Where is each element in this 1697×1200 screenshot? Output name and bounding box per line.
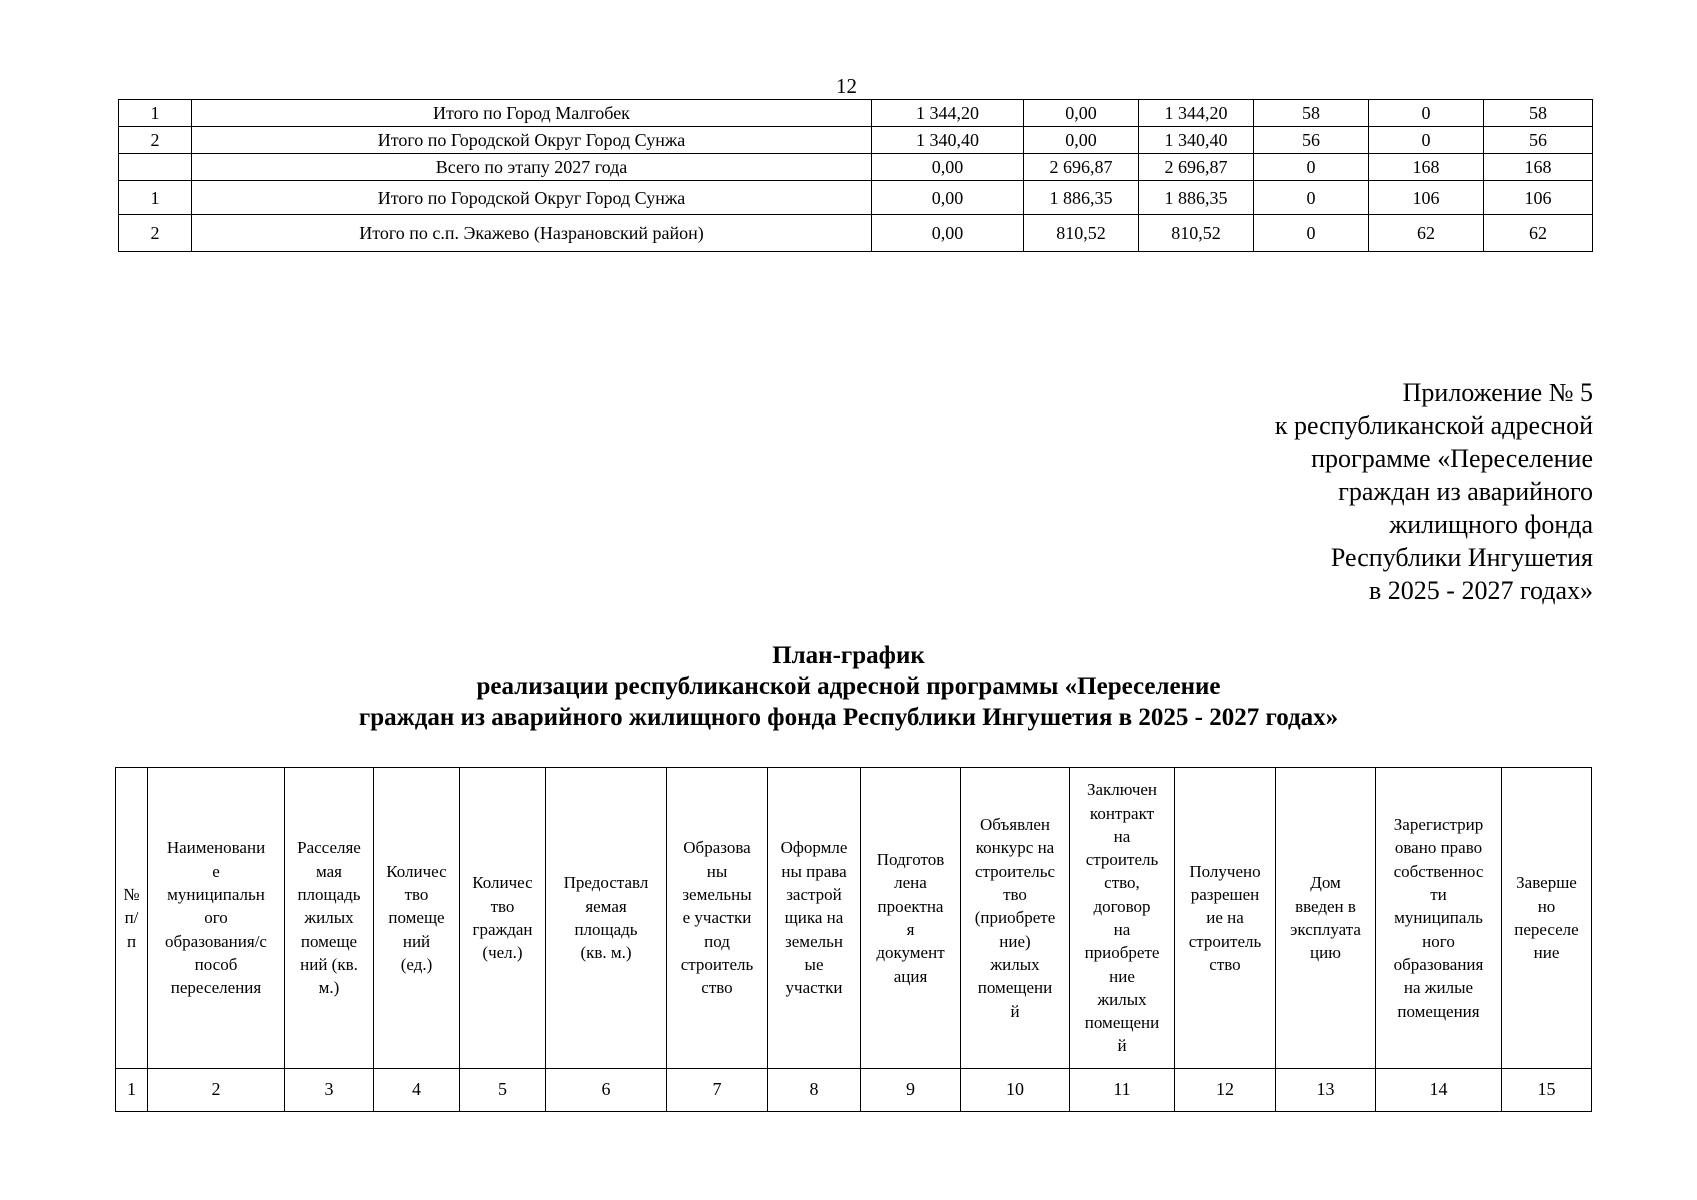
table-cell: 810,52 — [1139, 215, 1254, 252]
table-row — [119, 154, 1593, 181]
table-cell: 2 — [119, 127, 192, 154]
column-header: Предоставл яемая площадь (кв. м.) — [546, 768, 667, 1069]
column-number: 7 — [667, 1069, 768, 1112]
column-number: 9 — [861, 1069, 961, 1112]
column-header: Оформле ны права застрой щика на земельн ые участки — [768, 768, 861, 1069]
row-name-cell: Итого по Городской Округ Город Сунжа — [192, 127, 872, 154]
column-header: Количес тво помеще ний (ед.) — [374, 768, 460, 1069]
table-cell — [119, 154, 192, 181]
appendix-line: Приложение № 5 — [1402, 378, 1593, 407]
table-row — [119, 127, 1593, 154]
table-cell: 0 — [1254, 181, 1369, 215]
column-number: 3 — [285, 1069, 374, 1112]
appendix-line: программе «Переселение — [1311, 444, 1593, 473]
appendix-line: граждан из аварийного — [1338, 477, 1593, 506]
column-header: Получено разрешен ие на строитель ство — [1175, 768, 1276, 1069]
row-name-cell: Итого по с.п. Экажево (Назрановский район) — [192, 215, 872, 252]
column-number: 14 — [1376, 1069, 1502, 1112]
table-cell: 58 — [1254, 100, 1369, 127]
table-cell: 1 340,40 — [1139, 127, 1254, 154]
table-cell: 0 — [1254, 215, 1369, 252]
appendix-line: Республики Ингушетия — [1330, 543, 1593, 572]
table-cell: 0,00 — [872, 215, 1024, 252]
table-cell: 106 — [1484, 181, 1593, 215]
summary-table — [118, 99, 1593, 252]
table-cell: 1 886,35 — [1024, 181, 1139, 215]
row-name-cell: Итого по Городской Округ Город Сунжа — [192, 181, 872, 215]
column-number: 1 — [116, 1069, 148, 1112]
table-cell: 810,52 — [1024, 215, 1139, 252]
row-name-cell: Всего по этапу 2027 года — [192, 154, 872, 181]
column-header: Количес тво граждан (чел.) — [460, 768, 546, 1069]
table-cell: 0 — [1369, 100, 1484, 127]
page-number: 12 — [836, 74, 857, 98]
table-row — [119, 100, 1593, 127]
column-header: Образова ны земельны е участки под строитель ство — [667, 768, 768, 1069]
column-header: Зарегистрир овано право собственнос ти муниципаль ного образования на жилые помещения — [1376, 768, 1502, 1069]
table-header-row — [116, 768, 1592, 1069]
column-number: 4 — [374, 1069, 460, 1112]
appendix-line: в 2025 - 2027 годах» — [1369, 576, 1593, 605]
appendix-line: жилищного фонда — [1389, 510, 1593, 539]
table-cell: 168 — [1369, 154, 1484, 181]
table-cell: 56 — [1254, 127, 1369, 154]
appendix-line: к республиканской адресной — [1274, 411, 1593, 440]
table-row — [119, 215, 1593, 252]
column-header: № п/ п — [116, 768, 148, 1069]
plan-schedule-table — [115, 767, 1592, 1112]
table-cell: 1 344,20 — [872, 100, 1024, 127]
title-line: граждан из аварийного жилищного фонда Республики Ингушетия в 2025 - 2027 годах» — [358, 704, 1339, 731]
column-number: 5 — [460, 1069, 546, 1112]
column-number: 10 — [961, 1069, 1070, 1112]
title-line: реализации республиканской адресной программы «Переселение — [476, 673, 1221, 700]
column-number: 12 — [1175, 1069, 1276, 1112]
column-header: Заверше но переселе ние — [1502, 768, 1592, 1069]
table-cell: 0,00 — [1024, 127, 1139, 154]
table-cell: 1 344,20 — [1139, 100, 1254, 127]
table-cell: 0,00 — [1024, 100, 1139, 127]
table-cell: 1 886,35 — [1139, 181, 1254, 215]
column-header: Объявлен конкурс на строительс тво (приобрете ние) жилых помещени й — [961, 768, 1070, 1069]
appendix-note — [1275, 376, 1593, 607]
column-number: 6 — [546, 1069, 667, 1112]
table-row — [119, 181, 1593, 215]
column-header: Дом введен в эксплуата цию — [1276, 768, 1376, 1069]
table-cell: 168 — [1484, 154, 1593, 181]
table-cell: 0,00 — [872, 154, 1024, 181]
column-number: 11 — [1070, 1069, 1175, 1112]
table-cell: 1 — [119, 100, 192, 127]
table-cell: 0 — [1369, 127, 1484, 154]
table-cell: 2 — [119, 215, 192, 252]
document-title — [0, 640, 1697, 733]
column-number: 2 — [148, 1069, 285, 1112]
table-cell: 1 — [119, 181, 192, 215]
column-number: 13 — [1276, 1069, 1376, 1112]
table-cell: 58 — [1484, 100, 1593, 127]
column-header: Подготов лена проектна я документ ация — [861, 768, 961, 1069]
table-cell: 1 340,40 — [872, 127, 1024, 154]
column-number: 8 — [768, 1069, 861, 1112]
table-cell: 56 — [1484, 127, 1593, 154]
column-header: Расселяе мая площадь жилых помещe ний (кв. м.) — [285, 768, 374, 1069]
row-name-cell: Итого по Город Малгобек — [192, 100, 872, 127]
table-cell: 62 — [1484, 215, 1593, 252]
column-header: Заключен контракт на строитель ство, договор на приобрете ние жилых помещени й — [1070, 768, 1175, 1069]
table-cell: 106 — [1369, 181, 1484, 215]
column-number: 15 — [1502, 1069, 1592, 1112]
table-cell: 0 — [1254, 154, 1369, 181]
table-cell: 0,00 — [872, 181, 1024, 215]
title-line: План-график — [772, 642, 925, 669]
column-number-row — [116, 1069, 1592, 1112]
table-cell: 2 696,87 — [1139, 154, 1254, 181]
table-cell: 62 — [1369, 215, 1484, 252]
column-header: Наименовани е муниципальн ого образования/с пособ переселения — [148, 768, 285, 1069]
table-cell: 2 696,87 — [1024, 154, 1139, 181]
